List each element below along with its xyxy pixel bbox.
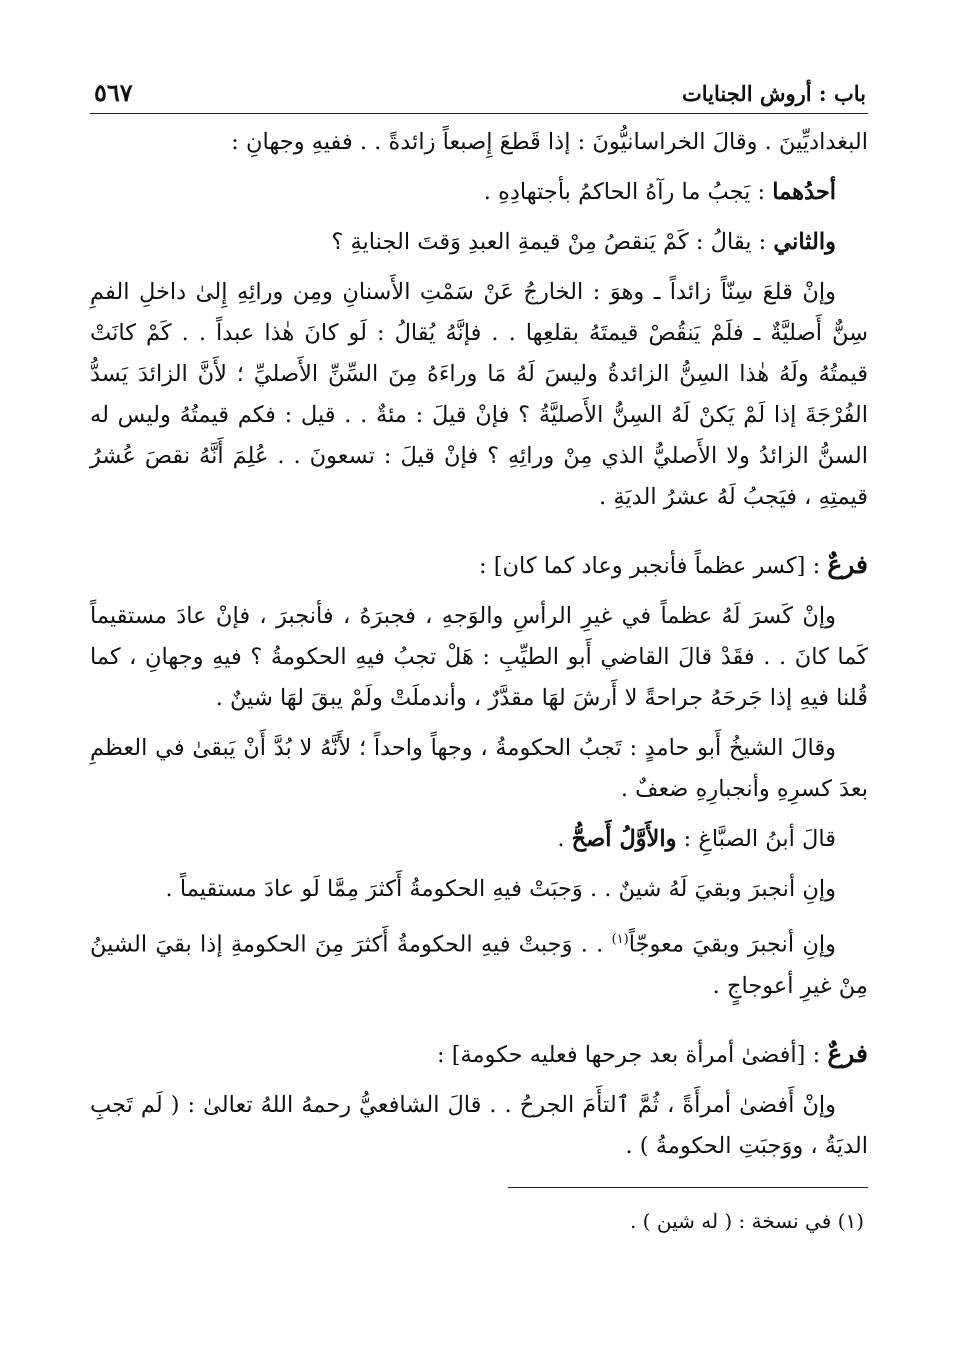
section-title-2: : [أفضىٰ أمرأة بعد جرحها فعليه حكومة] : bbox=[436, 1041, 828, 1068]
crooked-text-b: . . وَجبتْ فيهِ الحكومةُ أَكثرَ مِنَ الحكومةِ إذا بقيَ الشينُ مِنْ غيرِ أعوجاجٍ . bbox=[90, 931, 868, 999]
ibn-sabbagh-bold: والأَوَّلُ أَصحُّ bbox=[571, 826, 677, 852]
second-view-label: والثاني bbox=[773, 229, 836, 255]
section-heading-2 bbox=[90, 1033, 868, 1076]
paragraph-shafii: وإنْ أَفضىٰ أمرأَةً ، ثُمَّ ٱلتأَمَ الجرحُ . . قالَ الشافعيُّ رحمهُ اللهُ تعالىٰ : ( لَم تَجبِ الديَةُ ، ووَجبَتِ الحكومةُ ) . bbox=[90, 1091, 868, 1159]
section-title-1: : [كسر عظماً فأنجبر وعاد كما كان] : bbox=[479, 553, 828, 579]
paragraph-blemish: وإنِ أنجبرَ وبقيَ لَهُ شينٌ . . وَجبَتْ فيهِ الحكومةُ أَكثرَ مِمَّا لَو عادَ مستقيماً . bbox=[165, 876, 836, 902]
paragraph-abu-hamid: وقالَ الشيخُ أَبو حامدٍ : تَجبُ الحكومةُ ، وجهاً واحداً ؛ لأَنَّهُ لا بُدَّ أَنْ يَبقىٰ في العظمِ بعدَ كسرِهِ وأنجبارِهِ ضعفٌ . bbox=[90, 735, 868, 802]
paragraph-1: البغداديِّينَ . وقالَ الخراسانيُّونَ : إذا قَطعَ إِصبعاً زائدةً . . ففيهِ وجهانِ : bbox=[231, 129, 868, 155]
paragraph-bone: وإنْ كَسرَ لَهُ عظماً في غيرِ الرأسِ والوَجهِ ، فجبرَهُ ، فأنجبرَ ، فإنْ عادَ مستقيماً كَما كانَ . . فقَدْ قالَ القاضي أَبو الطيِّبِ : هَلْ تجبُ فيهِ الحكومةُ ؟ فيهِ وجهانِ ، كما قُلنا فيهِ إذا جَرحَهُ جراحةً لا أَرشَ لهَا مقدَّرٌ ، وأندملَتْ ولَمْ يبقَ لهَا شينٌ . bbox=[90, 603, 868, 711]
chapter-title: باب : أروش الجنايات bbox=[682, 81, 866, 106]
section-label-1: فرعٌ bbox=[827, 550, 868, 579]
page-body bbox=[90, 122, 868, 1167]
first-view-label: أحدُهما bbox=[772, 179, 836, 205]
section-heading-1 bbox=[90, 544, 868, 587]
paragraph-tooth: وإنْ قلعَ سِنّاً زائداً ـ وهوَ : الخارجُ عَنْ سَمْتِ الأَسنانِ ومِن ورائِهِ إِلىٰ داخلِ الفمِ سِنٌّ أَصليَّةٌ ـ فلَمْ يَنقُصْ قيمتَهُ بقلعِها . . فإنَّهُ يُقالُ : لَو كانَ هٰذا عبداً . . كَمْ كانَتْ قيمتُهُ ولَهُ هٰذا السِنُّ الزائدةُ وليسَ لَهُ مَا وراءَهُ مِنَ السِّنِّ الأَصليِّ ؛ لأَنَّ الزائدَ يَسدُّ الفُرْجَةَ إذا لَمْ يَكنْ لَهُ السِنُّ الأَصليَّةُ ؟ فإنْ قيلَ : مئةٌ . . قيل : فكم قيمتُهُ وليس له السنُّ الزائدُ ولا الأَصليُّ الذي مِنْ ورائِهِ ؟ فإنْ قيلَ : تسعونَ . . عُلِمَ أَنَّهُ نقصَ عُشرُ قيمتِهِ ، فيَجبُ لَهُ عشرُ الديَةِ . bbox=[90, 279, 868, 510]
footnote: (١) في نسخة : ( له شين ) . bbox=[629, 1208, 864, 1233]
ibn-sabbagh-end: . bbox=[557, 826, 572, 852]
ibn-sabbagh-text: قالَ أبنُ الصبَّاغِ : bbox=[676, 826, 836, 852]
crooked-text-a: وإنِ أنجبرَ وبقيَ معوجّاً bbox=[628, 931, 836, 958]
paragraph-crooked bbox=[90, 919, 868, 1007]
second-view-text: : يقالُ : كَمْ يَنقصُ مِنْ قيمةِ العبدِ وَقتَ الجنايةِ ؟ bbox=[331, 229, 774, 255]
footnote-divider bbox=[508, 1187, 868, 1188]
footnote-reference: (١) bbox=[611, 932, 629, 947]
first-view-text: : يَجبُ ما رآهُ الحاكمُ بأجتهادِهِ . bbox=[483, 179, 773, 205]
paragraph-first-view bbox=[90, 172, 868, 213]
paragraph-ibn-sabbagh bbox=[90, 819, 868, 860]
page-header bbox=[90, 78, 868, 114]
section-label-2: فرعٌ bbox=[827, 1038, 868, 1068]
page-number: ٥٦٧ bbox=[94, 78, 133, 107]
paragraph-second-view bbox=[90, 222, 868, 263]
